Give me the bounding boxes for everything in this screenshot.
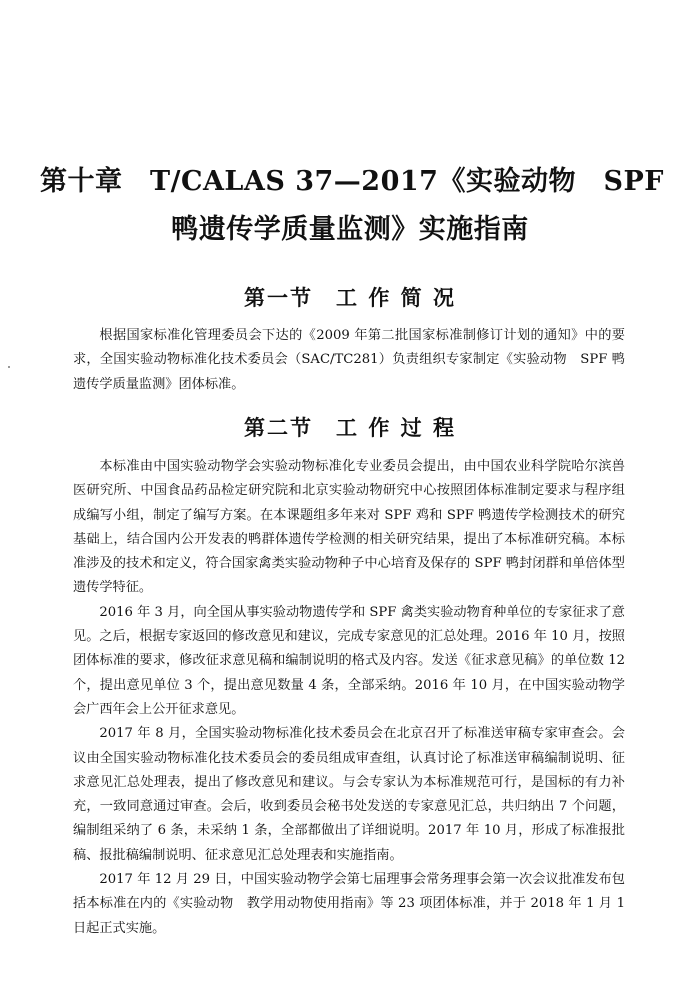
chapter-title-line-1: 第十章 T/CALAS 37—2017《实验动物 SPF [40, 166, 664, 197]
section-1-body [73, 324, 625, 397]
paragraph: 本标准由中国实验动物学会实验动物标准化专业委员会提出，由中国农业科学院哈尔滨兽医研究所、中国食品药品检定研究院和北京实验动物研究中心按照团体标准制定要求与程序组成编写小组，制定了编写方案。在本课题组多年来对 SPF 鸡和 SPF 鸭遗传学检测技术的研究基础上，结合国内公开发表的鸭群体遗传学检测的相关研究结果，提出了本标准研究稿。本标准涉及的技术和定义，符合国家禽类实验动物种子中心培育及保存的 SPF 鸭封闭群和单倍体型遗传学特征。 [73, 459, 625, 596]
paragraph: 2017 年 8 月，全国实验动物标准化技术委员会在北京召开了标准送审稿专家审查会。会议由全国实验动物标准化技术委员会的委员组成审查组，认真讨论了标准送审稿编制说明、征求意见汇总处理表，提出了修改意见和建议。与会专家认为本标准规范可行，是国标的有力补充，一致同意通过审查。会后，收到委员会秘书处发送的专家意见汇总，共归纳出 7 个问题，编制组采纳了 6 条，未采纳 1 条，全部都做出了详细说明。2017 年 10 月，形成了标准报批稿、报批稿编制说明、征求意见汇总处理表和实施指南。 [73, 726, 625, 863]
chapter-title [40, 158, 664, 254]
paragraph: 2017 年 12 月 29 日，中国实验动物学会第七届理事会常务理事会第一次会议批准发布包括本标准在内的《实验动物 教学用动物使用指南》等 23 项团体标准，并于 2018 年 1 月 1 日起正式实施。 [73, 872, 625, 936]
scan-speck [8, 366, 10, 368]
section-2-body [73, 455, 625, 941]
section-heading-1: 第一节 工 作 简 况 [244, 285, 456, 310]
paragraph: 根据国家标准化管理委员会下达的《2009 年第二批国家标准制修订计划的通知》中的要求，全国实验动物标准化技术委员会（SAC/TC281）负责组织专家制定《实验动物 SPF 鸭遗传学质量监测》团体标准。 [73, 328, 625, 392]
chapter-title-line-2: 鸭遗传学质量监测》实施指南 [171, 214, 529, 245]
section-heading-2: 第二节 工 作 过 程 [244, 415, 456, 440]
paragraph: 2016 年 3 月，向全国从事实验动物遗传学和 SPF 禽类实验动物育种单位的专家征求了意见。之后，根据专家返回的修改意见和建议，完成专家意见的汇总处理。2016 年 10 月，按照团体标准的要求，修改征求意见稿和编制说明的格式及内容。发送《征求意见稿》的单位数 12 个，提出意见单位 3 个，提出意见数量 4 条，全部采纳。2016 年 10 月，在中国实验动物学会广西年会上公开征求意见。 [73, 604, 625, 717]
